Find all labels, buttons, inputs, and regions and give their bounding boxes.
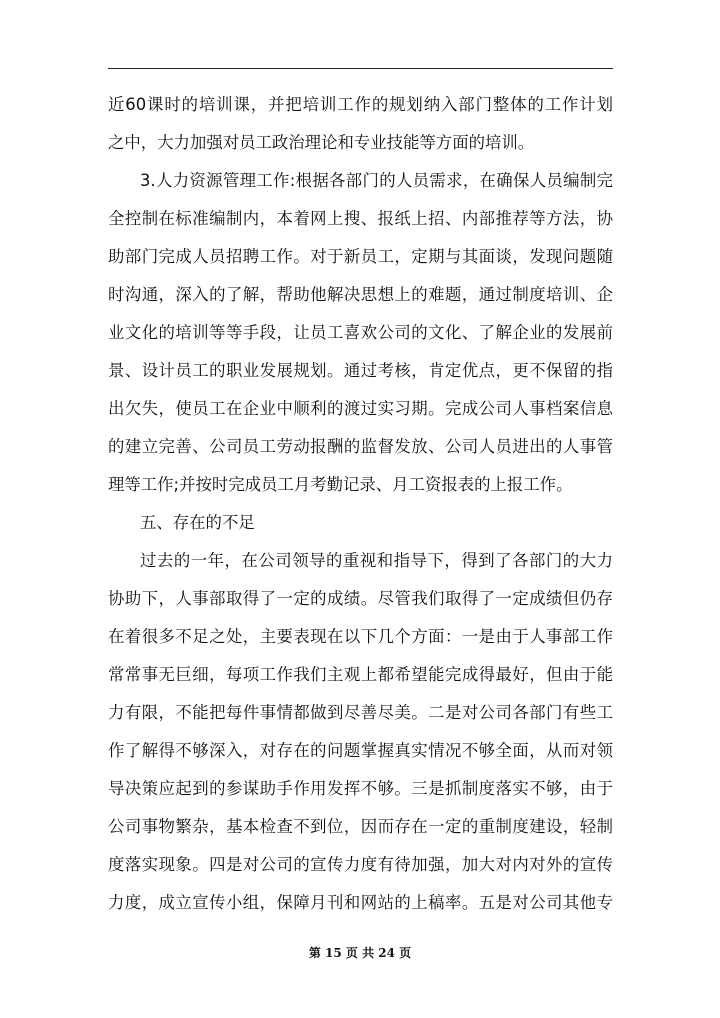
paragraph-line: 理等工作;并按时完成员工月考勤记录、月工资报表的上报工作。 (108, 475, 573, 494)
paragraph-line: 在着很多不足之处，主要表现在以下几个方面：一是由于人事部工作 (108, 627, 613, 646)
paragraph-line: 度落实现象。四是对公司的宣传力度有待加强，加大对内对外的宣传 (108, 855, 613, 874)
paragraph-line: 之中，大力加强对员工政治理论和专业技能等方面的培训。 (108, 133, 535, 152)
paragraph-line: 助部门完成人员招聘工作。对于新员工，定期与其面谈，发现问题随 (108, 247, 613, 266)
paragraph-line: 全控制在标准编制内，本着网上搜、报纸上招、内部推荐等方法，协 (108, 209, 613, 228)
page-number: 第 15 页 共 24 页 (308, 946, 412, 960)
paragraph-line: 近60课时的培训课，并把培训工作的规划纳入部门整体的工作计划 (108, 95, 613, 114)
paragraph-line: 出欠失，使员工在企业中顺利的渡过实习期。完成公司人事档案信息 (108, 399, 613, 418)
paragraph-line: 导决策应起到的参谋助手作用发挥不够。三是抓制度落实不够，由于 (108, 779, 613, 798)
paragraph-line: 作了解得不够深入，对存在的问题掌握真实情况不够全面，从而对领 (108, 741, 613, 760)
paragraph-line: 过去的一年，在公司领导的重视和指导下，得到了各部门的大力 (140, 551, 613, 570)
paragraph-line: 公司事物繁杂，基本检查不到位，因而存在一定的重制度建设，轻制 (108, 817, 613, 836)
section-heading: 五、存在的不足 (140, 513, 255, 532)
paragraph-line: 常常事无巨细，每项工作我们主观上都希望能完成得最好，但由于能 (108, 665, 613, 684)
paragraph-line: 的建立完善、公司员工劳动报酬的监督发放、公司人员进出的人事管 (108, 437, 613, 456)
paragraph-line: 力有限，不能把每件事情都做到尽善尽美。二是对公司各部门有些工 (108, 703, 613, 722)
paragraph-line: 协助下，人事部取得了一定的成绩。尽管我们取得了一定成绩但仍存 (108, 589, 613, 608)
paragraph-line: 3.人力资源管理工作:根据各部门的人员需求，在确保人员编制完 (140, 171, 613, 190)
paragraph-line: 业文化的培训等等手段，让员工喜欢公司的文化、了解企业的发展前 (108, 323, 613, 342)
paragraph-line: 力度，成立宣传小组，保障月刊和网站的上稿率。五是对公司其他专 (108, 893, 613, 912)
paragraph-line: 时沟通，深入的了解，帮助他解决思想上的难题，通过制度培训、企 (108, 285, 613, 304)
paragraph-line: 景、设计员工的职业发展规划。通过考核，肯定优点，更不保留的指 (108, 361, 613, 380)
header-rule (108, 68, 613, 69)
